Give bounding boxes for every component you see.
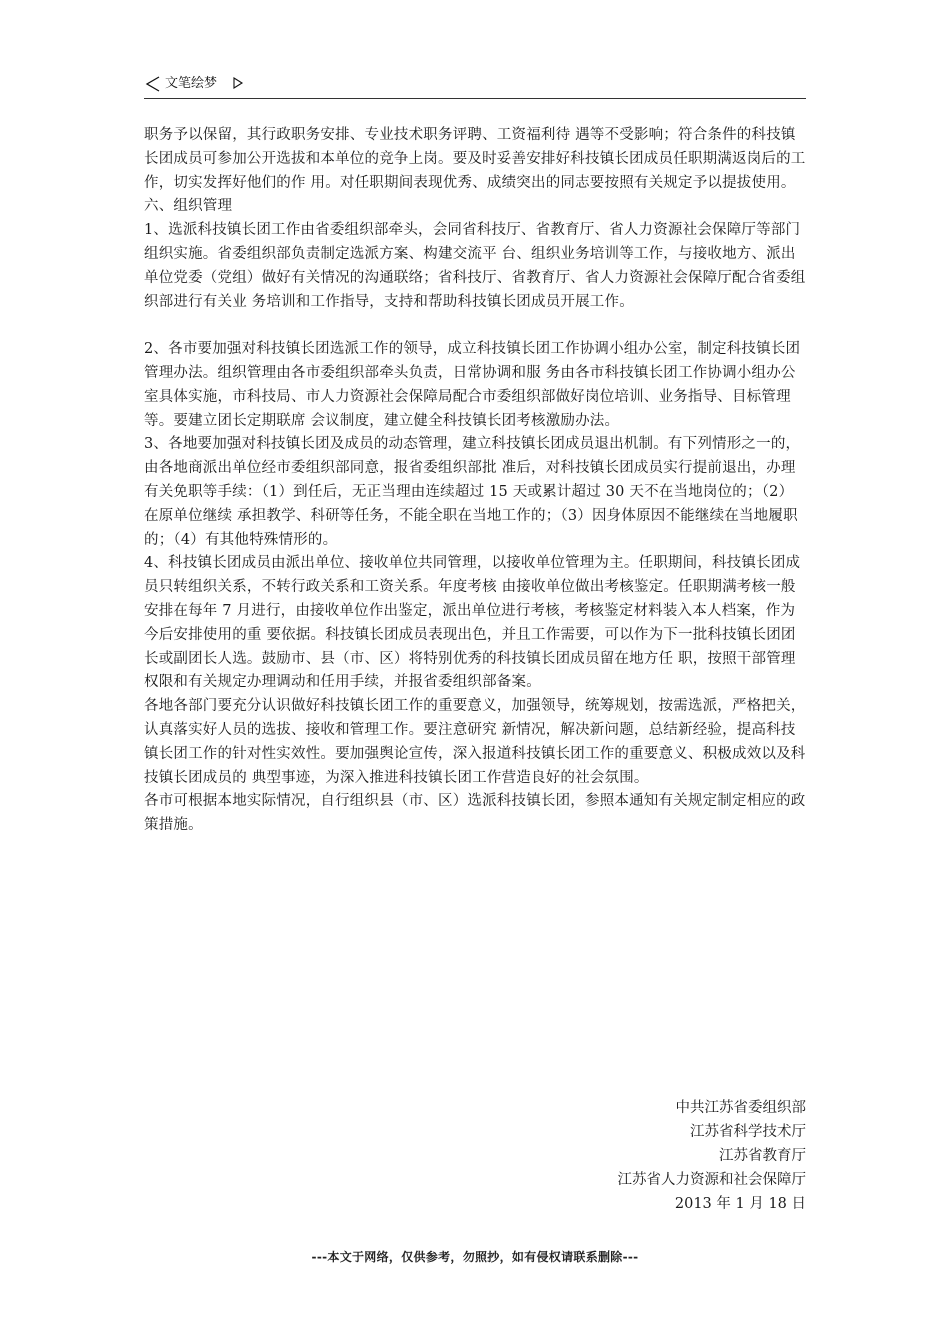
right-triangle-icon xyxy=(232,76,244,90)
item-1-paragraph: 1、选派科技镇长团工作由省委组织部牵头，会同省科技厅、省教育厅、省人力资源社会保障厅等部门组织实施。省委组织部负责制定选派方案、构建交流平 台、组织业务培训等工作，与接收地方、派出单位党委（党组）做好有关情况的沟通联络；省科技厅、省教育厅、省人力资源社会保障厅配合省委组织部进行有关业 务培训和工作指导，支持和帮助科技镇长团成员开展工作。 xyxy=(144,222,806,310)
document-body xyxy=(144,124,806,838)
paragraph-retention: 职务予以保留，其行政职务安排、专业技术职务评聘、工资福利待 遇等不受影响；符合条件的科技镇长团成员可参加公开选拔和本单位的竞争上岗。要及时妥善安排好科技镇长团成员任职期满返岗后的工作，切实发挥好他们的作 用。对任职期间表现优秀、成绩突出的同志要按照有关规定予以提拔使用。 xyxy=(144,127,806,191)
item-3-paragraph: 3、各地要加强对科技镇长团及成员的动态管理，建立科技镇长团成员退出机制。有下列情形之一的，由各地商派出单位经市委组织部同意，报省委组织部批 准后，对科技镇长团成员实行提前退出，办理有关免职等手续：（1）到任后，无正当理由连续超过 15 天或累计超过 30 天不在当地岗位的；（2）在原单位继续 承担教学、科研等任务，不能全职在当地工作的；（3）因身体原因不能继续在当地履职的；（4）有其他特殊情形的。 xyxy=(144,436,801,548)
signature-org-4: 江苏省人力资源和社会保障厅 xyxy=(617,1172,806,1188)
item-4-paragraph: 4、科技镇长团成员由派出单位、接收单位共同管理，以接收单位管理为主。任职期间，科技镇长团成员只转组织关系，不转行政关系和工资关系。年度考核 由接收单位做出考核鉴定。任职期满考核一般安排在每年 7 月进行，由接收单位作出鉴定，派出单位进行考核，考核鉴定材料装入本人档案，作为今后安排使用的重 要依据。科技镇长团成员表现出色，并且工作需要，可以作为下一批科技镇长团团长或副团长人选。鼓励市、县（市、区）将特别优秀的科技镇长团成员留在地方任 职，按照干部管理权限和有关规定办理调动和任用手续，并报省委组织部备案。 xyxy=(144,555,801,691)
footer-disclaimer: ---本文于网络，仅供参考，勿照抄，如有侵权请联系删除--- xyxy=(311,1250,639,1264)
section-heading: 六、组织管理 xyxy=(144,198,233,215)
signature-block xyxy=(618,1096,807,1216)
paragraph-all-departments: 各地各部门要充分认识做好科技镇长团工作的重要意义，加强领导，统筹规划，按需选派，严格把关，认真落实好人员的选拔、接收和管理工作。要注意研究 新情况，解决新问题，总结新经验，提高科技镇长团工作的针对性实效性。要加强舆论宣传，深入报道科技镇长团工作的重要意义、积极成效以及科技镇长团成员的 典型事迹，为深入推进科技镇长团工作营造良好的社会氛围。 xyxy=(144,698,806,786)
signature-org-2: 江苏省科学技术厅 xyxy=(690,1124,806,1140)
signature-org-1: 中共江苏省委组织部 xyxy=(675,1100,806,1116)
paragraph-gap xyxy=(144,314,806,338)
paragraph-cities: 各市可根据本地实际情况，自行组织县（市、区）选派科技镇长团，参照本通知有关规定制定相应的政策措施。 xyxy=(144,793,806,834)
item-2-paragraph: 2、各市要加强对科技镇长团选派工作的领导，成立科技镇长团工作协调小组办公室，制定科技镇长团管理办法。组织管理由各市委组织部牵头负责，日常协调和服 务由各市科技镇长团工作协调小组办公室具体实施，市科技局、市人力资源社会保障局配合市委组织部做好岗位培训、业务指导、目标管理等。要建立团长定期联席 会议制度，建立健全科技镇长团考核激励办法。 xyxy=(144,341,801,429)
page-header xyxy=(144,74,806,99)
header-title: 文笔绘梦 xyxy=(165,76,218,91)
left-triangle-icon xyxy=(144,75,162,93)
signature-org-3: 江苏省教育厅 xyxy=(719,1148,806,1164)
signature-date: 2013 年 1 月 18 日 xyxy=(674,1196,806,1212)
